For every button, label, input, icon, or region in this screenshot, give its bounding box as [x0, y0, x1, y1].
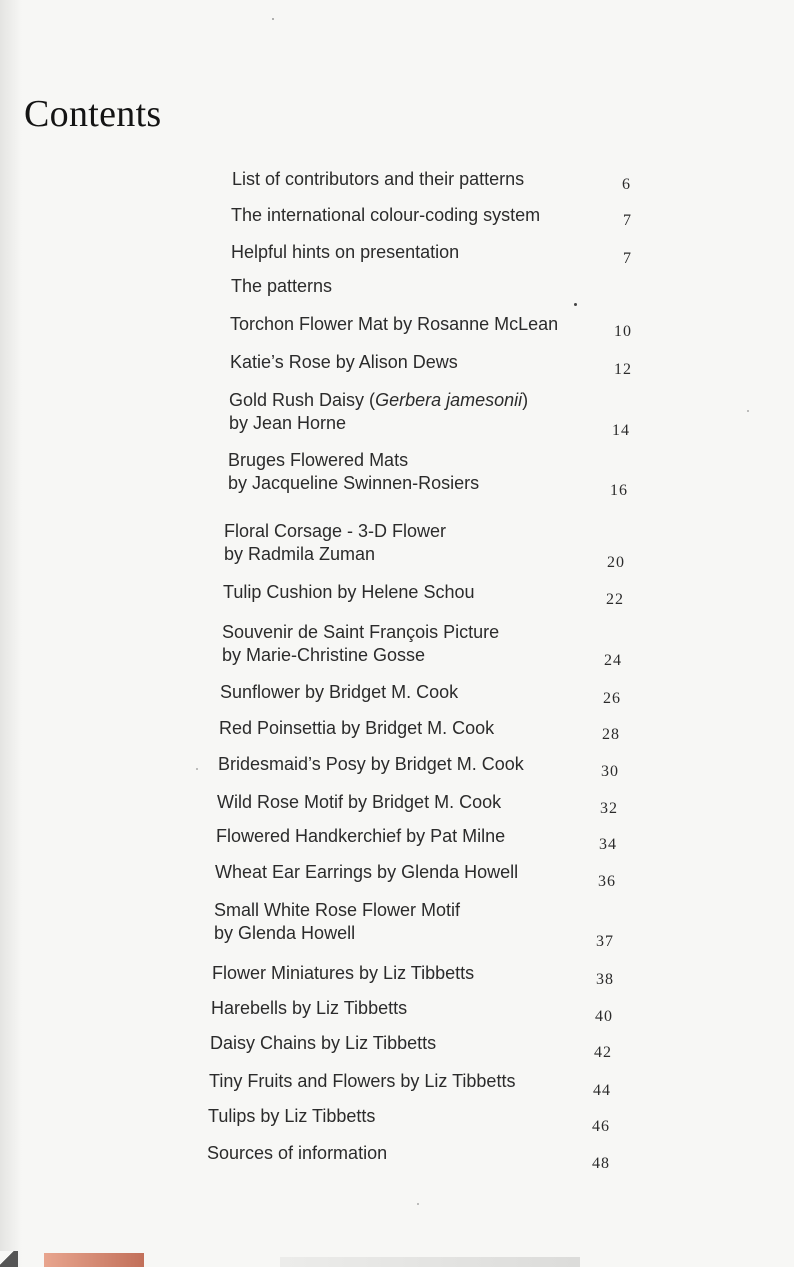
entry-title [228, 449, 598, 495]
entry-title: Sources of information [207, 1143, 388, 1163]
entry-page-number: 10 [614, 323, 632, 340]
entry-title-text: Bruges Flowered Mats [228, 450, 409, 470]
page-bottom-shadow [280, 1257, 580, 1267]
entry-title: Wheat Ear Earrings by Glenda Howell [215, 862, 519, 882]
entry-title: Red Poinsettia by Bridget M. Cook [219, 718, 495, 738]
entry-title: Daisy Chains by Liz Tibbetts [210, 1033, 437, 1053]
entry-page-number: 32 [600, 800, 618, 817]
entry-page-number: 37 [596, 933, 614, 950]
entry-page-number: 7 [623, 212, 632, 229]
toc-entry-gold-rush-daisy[interactable] [229, 389, 649, 449]
scan-speck [574, 303, 577, 306]
entry-page-number: 14 [612, 422, 630, 439]
entry-title-author: by Jean Horne [229, 413, 347, 433]
page-corner-shadow [0, 1251, 18, 1267]
entry-title-author: by Glenda Howell [214, 923, 356, 943]
entry-title-author: by Marie-Christine Gosse [222, 645, 426, 665]
toc-entry-small-white-rose[interactable] [214, 899, 634, 959]
entry-page-number: 46 [592, 1118, 610, 1135]
entry-page-number: 7 [623, 250, 632, 267]
entry-title-text: ) [522, 390, 529, 410]
entry-page-number: 40 [595, 1008, 613, 1025]
page-title: Contents [24, 93, 162, 135]
entry-page-number: 36 [598, 873, 616, 890]
entry-page-number: 44 [593, 1082, 611, 1099]
entry-page-number: 6 [622, 176, 631, 193]
entry-title: Bridesmaid’s Posy by Bridget M. Cook [218, 754, 524, 774]
entry-title [214, 899, 584, 945]
entry-title: List of contributors and their patterns [232, 169, 525, 189]
entry-title: The international colour-coding system [231, 205, 541, 225]
entry-title-author: by Radmila Zuman [224, 544, 376, 564]
entry-title: Tiny Fruits and Flowers by Liz Tibbetts [209, 1071, 516, 1091]
toc-entry-floral-corsage[interactable] [224, 520, 644, 580]
entry-title: Sunflower by Bridget M. Cook [220, 682, 459, 702]
next-page-edge [44, 1253, 144, 1267]
entry-title-text: Gold Rush Daisy ( [229, 390, 376, 410]
entry-title [222, 621, 592, 667]
entry-page-number: 26 [603, 690, 621, 707]
entry-title [224, 520, 594, 566]
entry-title: Flower Miniatures by Liz Tibbetts [212, 963, 475, 983]
toc-entry-souvenir-de-saint-francois[interactable] [222, 621, 642, 681]
entry-page-number: 34 [599, 836, 617, 853]
entry-page-number: 20 [607, 554, 625, 571]
entry-page-number: 24 [604, 652, 622, 669]
page-spine-shadow [0, 0, 22, 1267]
entry-title: The patterns [231, 276, 333, 296]
entry-page-number: 48 [592, 1155, 610, 1172]
toc-entry-sources-of-information[interactable] [207, 1142, 627, 1202]
scan-speck [417, 1203, 419, 1205]
entry-page-number: 38 [596, 971, 614, 988]
entry-page-number: 22 [606, 591, 624, 608]
entry-title: Tulip Cushion by Helene Schou [223, 582, 475, 602]
entry-title: Torchon Flower Mat by Rosanne McLean [230, 314, 559, 334]
entry-title-text: Souvenir de Saint François Picture [222, 622, 500, 642]
entry-title-text: Floral Corsage - 3-D Flower [224, 521, 447, 541]
scan-speck [747, 410, 749, 412]
entry-title: Flowered Handkerchief by Pat Milne [216, 826, 506, 846]
entry-page-number: 30 [601, 763, 619, 780]
entry-title: Helpful hints on presentation [231, 242, 460, 262]
entry-title-author: by Jacqueline Swinnen-Rosiers [228, 473, 480, 493]
scan-speck [272, 18, 274, 20]
entry-title: Katie’s Rose by Alison Dews [230, 352, 458, 372]
entry-title-latin-name: Gerbera jamesonii [375, 390, 523, 410]
scan-speck [196, 768, 198, 770]
entry-page-number: 16 [610, 482, 628, 499]
toc-entry-bruges-flowered-mats[interactable] [228, 449, 648, 509]
entry-title-text: Small White Rose Flower Motif [214, 900, 461, 920]
entry-title: Tulips by Liz Tibbetts [208, 1106, 376, 1126]
entry-title: Wild Rose Motif by Bridget M. Cook [217, 792, 502, 812]
entry-page-number: 42 [594, 1044, 612, 1061]
entry-title: Harebells by Liz Tibbetts [211, 998, 408, 1018]
entry-page-number: 28 [602, 726, 620, 743]
entry-page-number: 12 [614, 361, 632, 378]
entry-title [229, 389, 599, 435]
